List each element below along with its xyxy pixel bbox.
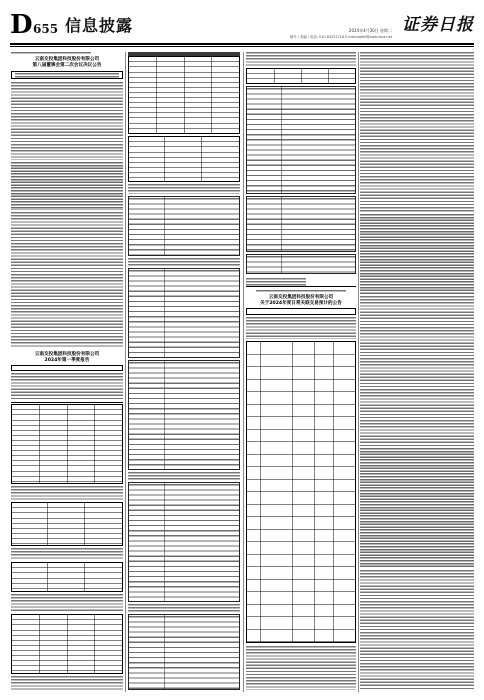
financial-table [246, 86, 356, 194]
announcement-title: 2024年第一季度报告 [44, 358, 90, 363]
body-text [11, 676, 123, 690]
body-text [11, 594, 123, 612]
body-text [128, 604, 240, 612]
financial-table [246, 196, 356, 252]
financial-table [128, 136, 240, 182]
financial-table [246, 68, 356, 84]
column-1 [11, 52, 123, 692]
column-divider [243, 52, 244, 692]
financial-table [11, 562, 123, 592]
financial-table [128, 268, 240, 358]
financial-table [128, 56, 240, 134]
body-text [246, 317, 356, 339]
disclaimer-box [246, 308, 356, 315]
body-text [246, 646, 356, 690]
body-text [360, 214, 474, 294]
body-text [11, 548, 123, 560]
disclaimer-box [11, 71, 123, 79]
announcement-title: 第八届董事会第二次会议决议公告 [32, 63, 102, 68]
body-text [11, 486, 123, 500]
financial-table [11, 614, 123, 674]
masthead-rule-thin [10, 46, 474, 47]
announcement-title: 关于2024年度日常关联交易预计的公告 [260, 301, 342, 306]
page-letter: D [10, 10, 32, 40]
disclaimer-box [11, 365, 123, 371]
issue-date: 2024年4月30日 星期二 [348, 28, 392, 33]
financial-table [11, 404, 123, 484]
body-text [11, 336, 123, 348]
column-divider [358, 52, 359, 692]
body-text [11, 82, 123, 160]
masthead-rule [10, 43, 474, 45]
body-text [128, 472, 240, 480]
contact-line: 制作 / 美编 / 电话: 010-83251716 E-mail:zqrb9@zqrb.sina.net [289, 35, 392, 39]
related-transaction-table [246, 341, 356, 643]
financial-table [128, 360, 240, 470]
body-text [128, 258, 240, 266]
body-text [11, 212, 123, 272]
body-text [11, 162, 123, 210]
financial-table [246, 254, 356, 274]
financial-table [128, 482, 240, 602]
section-title: 信息披露 [65, 16, 134, 35]
column-2 [128, 52, 240, 692]
announcement-company-name: 云南交投集团科技股份有限公司 [34, 352, 100, 357]
announcement-company-name: 云南交投集团科技股份有限公司 [34, 57, 100, 62]
financial-table [128, 614, 240, 690]
announcement-company-name: 云南交投集团科技股份有限公司 [268, 295, 334, 300]
newspaper-logo: 证券日报 [402, 15, 474, 35]
column-3 [246, 52, 356, 692]
column-4 [360, 52, 474, 692]
stock-code-line [256, 290, 346, 293]
body-text [360, 448, 474, 568]
body-text [360, 52, 474, 212]
body-text [360, 296, 474, 446]
body-text [11, 274, 123, 334]
body-text [246, 52, 356, 66]
masthead [0, 0, 484, 46]
body-text [11, 373, 123, 399]
financial-table [11, 502, 123, 546]
stock-code-line [11, 52, 91, 55]
body-text [128, 184, 240, 194]
body-text [360, 570, 474, 690]
page-number: 655 [33, 22, 59, 36]
financial-table [128, 196, 240, 256]
column-divider [125, 52, 126, 692]
body-text [246, 278, 306, 286]
